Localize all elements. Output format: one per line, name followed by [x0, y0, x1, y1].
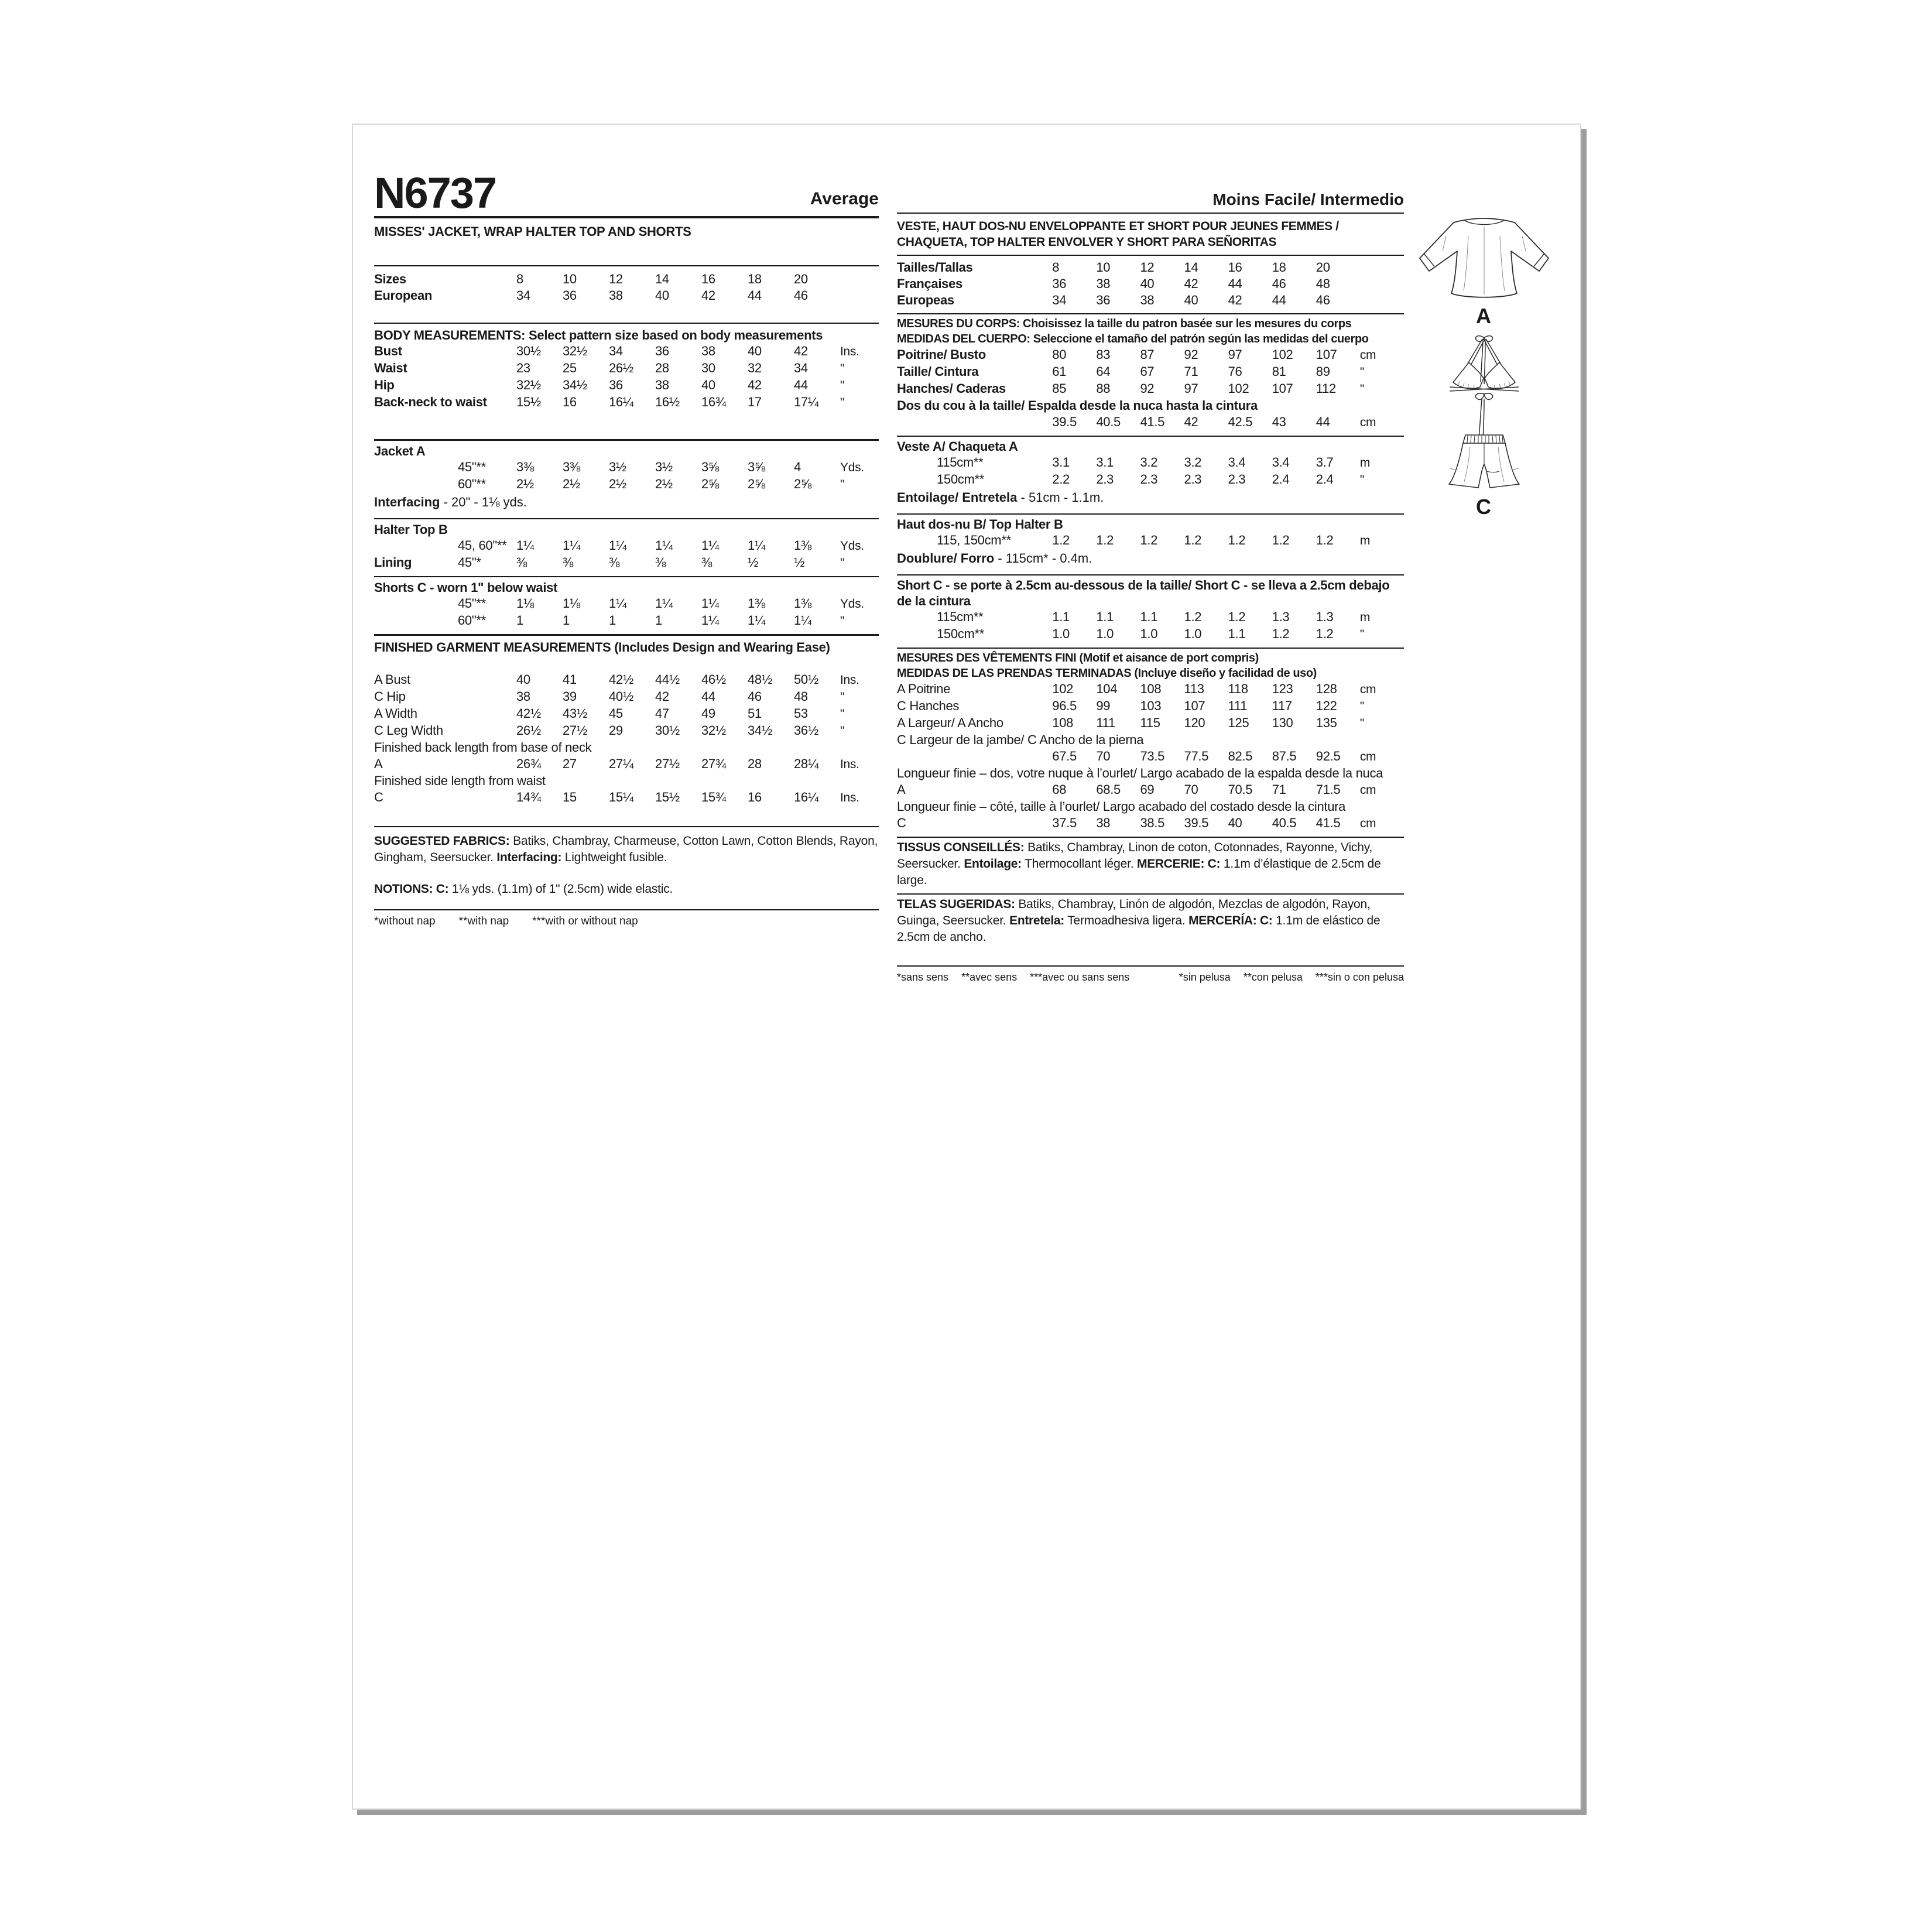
english-column	[374, 169, 879, 928]
table-row: 39.5 40.5 41.5 42 42.5 43 44 cm	[1052, 415, 1376, 429]
body-measurements-table-fr-es	[897, 347, 1404, 431]
sizes-table-en	[374, 271, 879, 304]
body-measurements-header-fr: MESURES DU CORPS: Choisissez la taille du patron basée sur les mesures du corps	[897, 317, 1352, 330]
table-row: Finished back length from base of neck	[374, 740, 592, 755]
table-row: A Bust 40 41 42½ 44½ 46½ 48½ 50½ Ins.	[374, 672, 859, 687]
figure-jacket-a	[1403, 213, 1565, 328]
veste-a-title: Veste A/ Chaqueta A	[897, 439, 1018, 454]
sizes-section-fr-es	[897, 256, 1404, 314]
jacket-a-drawing	[1407, 213, 1561, 302]
table-row: C Hanches 96.5 99 103 107 111 117 122 "	[897, 698, 1364, 713]
table-row: Longueur finie – côté, taille à l’ourlet/ Largo acabado del costado desde la cintura	[897, 799, 1346, 814]
sizes-section-en	[374, 265, 879, 310]
footnote-item: *sin pelusa	[1179, 971, 1231, 983]
shorts-c-yardage-table	[374, 595, 879, 629]
footnote-item: **avec sens	[961, 971, 1018, 983]
table-row: 67.5 70 73.5 77.5 82.5 87.5 92.5 cm	[1052, 749, 1376, 763]
jacket-a-title: Jacket A	[374, 444, 426, 459]
french-spanish-column	[897, 190, 1404, 984]
header-row	[374, 169, 879, 218]
table-row: A Largeur/ A Ancho 108 111 115 120 125 130 135 "	[897, 715, 1364, 730]
table-row: Europeas 34 36 38 40 42 44 46	[897, 293, 1330, 307]
table-row: Poitrine/ Busto 80 83 87 92 97 102 107 cm	[897, 347, 1376, 362]
short-c-section-fr-es	[897, 574, 1404, 648]
pattern-envelope-back-page	[352, 124, 1581, 1810]
table-row: Waist 23 25 26½ 28 30 32 34 "	[374, 361, 845, 376]
jacket-a-section	[374, 439, 879, 518]
table-row: Sizes 8 10 12 14 16 18 20	[374, 272, 808, 287]
footnote-item: **with nap	[458, 915, 509, 928]
finished-measurements-header-en: FINISHED GARMENT MEASUREMENTS (Includes Design and Wearing Ease)	[374, 640, 830, 655]
table-row: A Poitrine 102 104 108 113 118 123 128 cm	[897, 681, 1376, 696]
sizes-table-fr-es	[897, 259, 1404, 309]
finished-measurements-section-fr-es	[897, 648, 1404, 837]
table-row: A Width 42½ 43½ 45 47 49 51 53 "	[374, 706, 845, 721]
short-c-yardage-table	[897, 609, 1404, 643]
table-row: 45, 60"** 1¼ 1¼ 1¼ 1¼ 1¼ 1¼ 1⅜ Yds.	[458, 538, 864, 553]
figure-a-label: A	[1476, 304, 1492, 328]
table-row: Lining 45"* ⅜ ⅜ ⅜ ⅜ ⅜ ½ ½ "	[374, 555, 845, 570]
spacer	[374, 655, 879, 672]
footnote-item: ***sin o con pelusa	[1315, 971, 1404, 983]
footnote-item: *sans sens	[897, 971, 949, 983]
table-row: 150cm** 2.2 2.3 2.3 2.3 2.3 2.4 2.4 "	[937, 472, 1364, 487]
short-c-title-fr-es: Short C - se porte à 2.5cm au-dessous de la taille/ Short C - se lleva a 2.5cm debajo de la cintura	[897, 578, 1390, 608]
table-row: A 68 68.5 69 70 70.5 71 71.5 cm	[897, 782, 1376, 797]
table-row: Finished side length from waist	[374, 773, 546, 789]
body-measurements-header-en: BODY MEASUREMENTS: Select pattern size based on body measurements	[374, 328, 823, 343]
garment-description-es: CHAQUETA, TOP HALTER ENVOLVER Y SHORT PARA SEÑORITAS	[897, 235, 1277, 249]
halter-top-b-yardage-table	[374, 537, 879, 571]
haut-dos-nu-b-yardage-table	[897, 532, 1404, 549]
halter-top-b-section	[374, 518, 879, 576]
interfacing-note: Interfacing - 20" - 1⅛ yds.	[374, 495, 527, 510]
footnote-item: *without nap	[374, 915, 436, 928]
nap-footnotes-fr-es	[897, 965, 1404, 984]
nap-footnotes-fr	[897, 971, 1129, 984]
table-row: 60"** 2½ 2½ 2½ 2½ 2⅝ 2⅝ 2⅝ "	[458, 477, 845, 492]
halter-top-b-drawing	[1445, 328, 1523, 443]
shorts-c-title: Shorts C - worn 1" below waist	[374, 580, 558, 595]
body-measurements-section-fr-es	[897, 314, 1404, 436]
table-row: 45"** 1⅛ 1⅛ 1¼ 1¼ 1¼ 1⅜ 1⅜ Yds.	[458, 596, 864, 611]
figure-shorts-c	[1403, 429, 1565, 519]
suggested-fabrics-paragraph: SUGGESTED FABRICS: Batiks, Chambray, Charmeuse, Cotton Lawn, Cotton Blends, Rayon, Gingham, Seersucker. Interfacing: Lightweight fusible.	[374, 826, 879, 866]
notions-paragraph: NOTIONS: C: 1⅛ yds. (1.1m) of 1" (2.5cm) wide elastic.	[374, 882, 673, 896]
finished-measurements-header-fr: MESURES DES VÊTEMENTS FINI (Motif et aisance de port compris)	[897, 652, 1259, 664]
haut-dos-nu-b-title: Haut dos-nu B/ Top Halter B	[897, 517, 1063, 532]
footnote-item: ***avec ou sans sens	[1030, 971, 1130, 983]
finished-measurements-header-es: MEDIDAS DE LAS PRENDAS TERMINADAS (Incluye diseño y facilidad de uso)	[897, 667, 1317, 680]
table-row: A 26¾ 27 27¼ 27½ 27¾ 28 28¼ Ins.	[374, 756, 859, 772]
table-row: C 37.5 38 38.5 39.5 40 40.5 41.5 cm	[897, 816, 1376, 830]
table-row: Dos du cou à la taille/ Espalda desde la nuca hasta la cintura	[897, 398, 1258, 413]
halter-top-b-title: Halter Top B	[374, 522, 448, 537]
table-row: 150cm** 1.0 1.0 1.0 1.0 1.1 1.2 1.2 "	[937, 626, 1364, 641]
table-row: Tailles/Tallas 8 10 12 14 16 18 20	[897, 260, 1330, 275]
table-row: Taille/ Cintura 61 64 67 71 76 81 89 "	[897, 364, 1364, 379]
table-row: C 14¾ 15 15¼ 15½ 15¾ 16 16¼ Ins.	[374, 790, 859, 805]
telas-sugeridas-paragraph: TELAS SUGERIDAS: Batiks, Chambray, Linón de algodón, Mezclas de algodón, Rayon, Guinga, Seersucker. Entretela: Termoadhesiva ligera. MERCERÍA: C: 1.1m de elástico de 2.5cm de ancho.	[897, 893, 1404, 950]
table-row: C Hip 38 39 40½ 42 44 46 48 "	[374, 689, 845, 704]
table-row: C Largeur de la jambe/ C Ancho de la pierna	[897, 732, 1144, 747]
jacket-a-yardage-table	[374, 459, 879, 493]
difficulty-label-fr-es: Moins Facile/ Intermedio	[897, 190, 1404, 214]
entoilage-note: Entoilage/ Entretela - 51cm - 1.1m.	[897, 490, 1104, 505]
body-measurements-header-es: MEDIDAS DEL CUERPO: Seleccione el tamaño del patrón según las medidas del cuerpo	[897, 333, 1369, 345]
table-row: 60"** 1 1 1 1 1¼ 1¼ 1¼ "	[458, 613, 845, 628]
table-row: Bust 30½ 32½ 34 36 38 40 42 Ins.	[374, 344, 859, 359]
finished-measurements-table-fr-es	[897, 681, 1404, 832]
doublure-note: Doublure/ Forro - 115cm* - 0.4m.	[897, 551, 1092, 566]
nap-footnotes-en	[374, 909, 879, 928]
nap-footnotes-es	[1179, 971, 1404, 984]
finished-measurements-section-en	[374, 634, 879, 806]
table-row: Longueur finie – dos, votre nuque à l’ourlet/ Largo acabado de la espalda desde la nuca	[897, 766, 1383, 780]
garment-description-fr: VESTE, HAUT DOS-NU ENVELOPPANTE ET SHORT POUR JEUNES FEMMES /	[897, 220, 1339, 233]
tissus-conseilles-paragraph: TISSUS CONSEILLÉS: Batiks, Chambray, Linon de coton, Cotonnades, Rayonne, Vichy, Seersucker. Entoilage: Thermocollant léger. MERCERIE: C: 1.1m d’élastique de 2.5cm de large.	[897, 837, 1404, 893]
footnote-item: ***with or without nap	[532, 915, 638, 928]
finished-measurements-table-en	[374, 672, 879, 806]
veste-a-yardage-table	[897, 454, 1404, 488]
table-row: 115cm** 1.1 1.1 1.1 1.2 1.2 1.3 1.3 m	[937, 609, 1371, 624]
figure-c-label: C	[1476, 495, 1492, 519]
table-row: Back-neck to waist 15½ 16 16¼ 16½ 16¾ 17 17¼ "	[374, 395, 845, 410]
garment-illustrations	[1403, 195, 1565, 722]
garment-description-fr-es	[897, 214, 1404, 256]
table-row: Françaises 36 38 40 42 44 46 48	[897, 276, 1330, 291]
shorts-c-section	[374, 576, 879, 634]
shorts-c-drawing	[1441, 429, 1527, 492]
difficulty-label-en: Average	[810, 189, 879, 209]
table-row: 115, 150cm** 1.2 1.2 1.2 1.2 1.2 1.2 1.2 m	[937, 533, 1371, 547]
table-row: European 34 36 38 40 42 44 46	[374, 288, 808, 303]
garment-description-en: MISSES' JACKET, WRAP HALTER TOP AND SHORTS	[374, 224, 691, 239]
table-row: Hanches/ Caderas 85 88 92 97 102 107 112 "	[897, 381, 1364, 396]
pattern-number: N6737	[374, 169, 496, 217]
table-row: C Leg Width 26½ 27½ 29 30½ 32½ 34½ 36½ "	[374, 723, 845, 738]
haut-dos-nu-b-section	[897, 513, 1404, 574]
body-measurements-section-en	[374, 323, 879, 417]
table-row: 115cm** 3.1 3.1 3.2 3.2 3.4 3.4 3.7 m	[937, 455, 1371, 470]
footnote-item: **con pelusa	[1243, 971, 1303, 983]
table-row: Hip 32½ 34½ 36 38 40 42 44 "	[374, 378, 845, 393]
veste-a-section	[897, 436, 1404, 513]
table-row: 45"** 3⅜ 3⅜ 3½ 3½ 3⅝ 3⅝ 4 Yds.	[458, 460, 864, 475]
body-measurements-table-en	[374, 343, 879, 411]
